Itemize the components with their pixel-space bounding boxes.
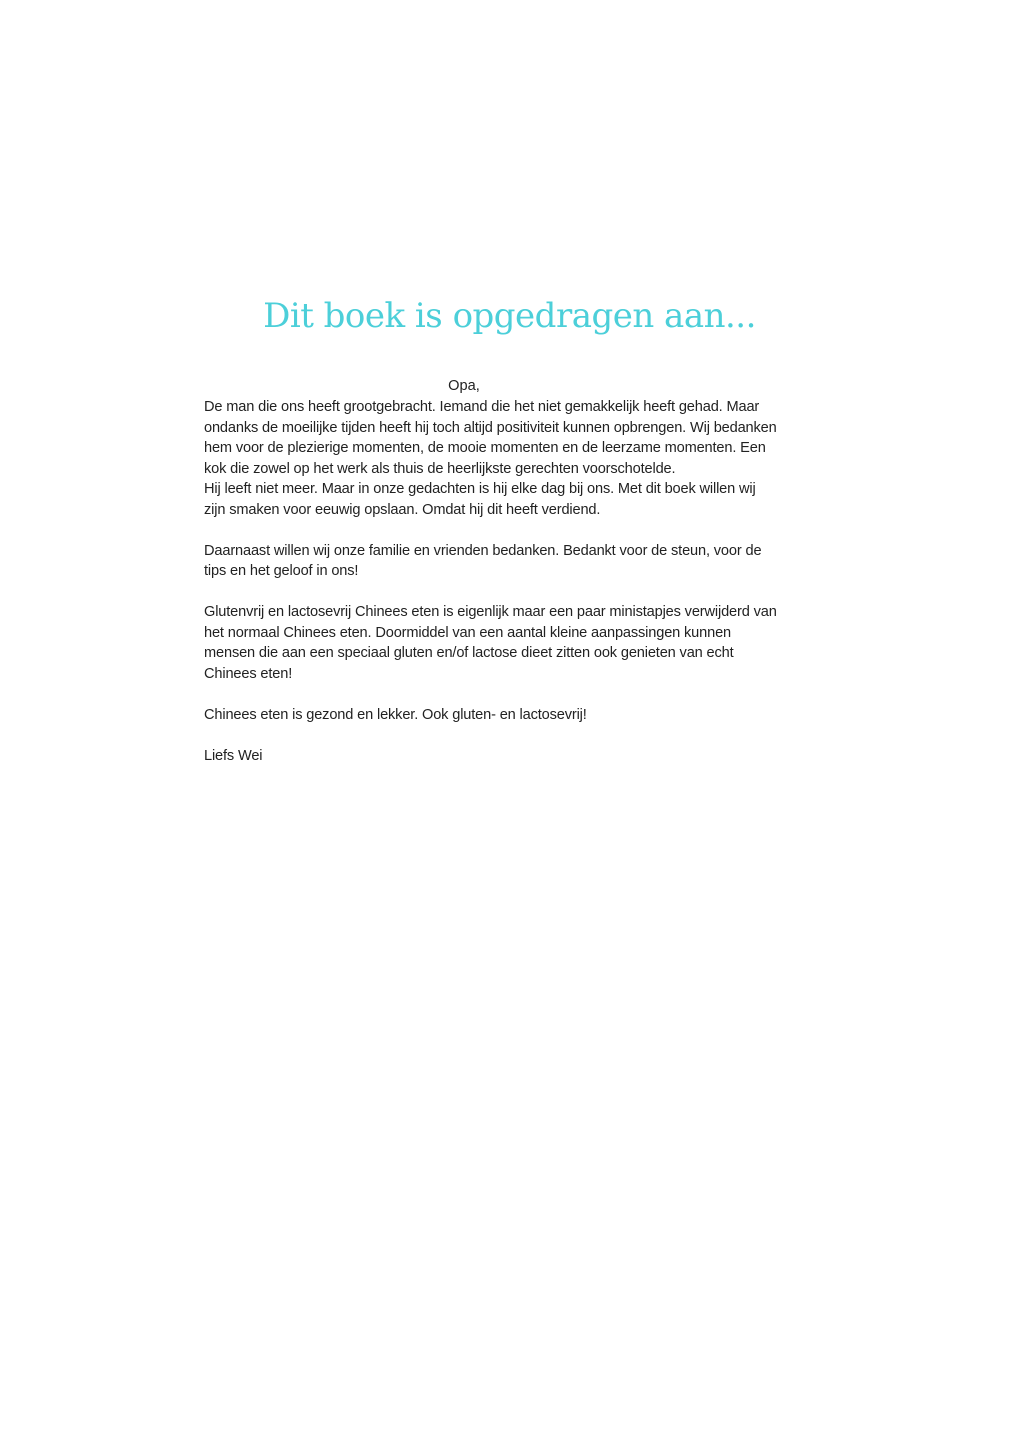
text-line: Chinees eten! [204,665,293,682]
text-line: Liefs Wei [204,747,263,764]
paragraph-thanks [204,541,819,582]
text-line: Hij leeft niet meer. Maar in onze gedachten is hij elke dag bij ons. Met dit boek willen wij [204,481,756,497]
text-line: tips en het geloof in ons! [204,563,359,579]
text-line: ondanks de moeilijke tijden heeft hij toch altijd positiviteit kunnen opbrengen. Wij bedanken [204,419,777,436]
text-line: Daarnaast willen wij onze familie en vrienden bedanken. Bedankt voor de steun, voor de [204,542,762,559]
text-line: kok die zowel op het werk als thuis de heerlijkste gerechten voorschotelde. [204,460,676,477]
page-title: Dit boek is opgedragen aan... [263,296,756,336]
greeting: Opa, [448,378,480,394]
signature [204,746,819,767]
text-line: zijn smaken voor eeuwig opslaan. Omdat hij dit heeft verdiend. [204,501,601,518]
text-line: Glutenvrij en lactosevrij Chinees eten is eigenlijk maar een paar ministapjes verwijderd van [204,604,777,620]
text-line: hem voor de plezierige momenten, de mooie momenten en de leerzame momenten. Een [204,440,766,456]
paragraph-tribute [204,397,819,520]
dedication-body [204,397,819,787]
paragraph-closing [204,705,819,726]
text-line: Chinees eten is gezond en lekker. Ook gluten- en lactosevrij! [204,706,587,723]
text-line: mensen die aan een speciaal gluten en/of lactose dieet zitten ook genieten van echt [204,645,734,661]
text-line: De man die ons heeft grootgebracht. Iemand die het niet gemakkelijk heeft gehad. Maar [204,399,760,415]
paragraph-intro [204,602,819,684]
text-line: het normaal Chinees eten. Doormiddel van een aantal kleine aanpassingen kunnen [204,624,732,641]
